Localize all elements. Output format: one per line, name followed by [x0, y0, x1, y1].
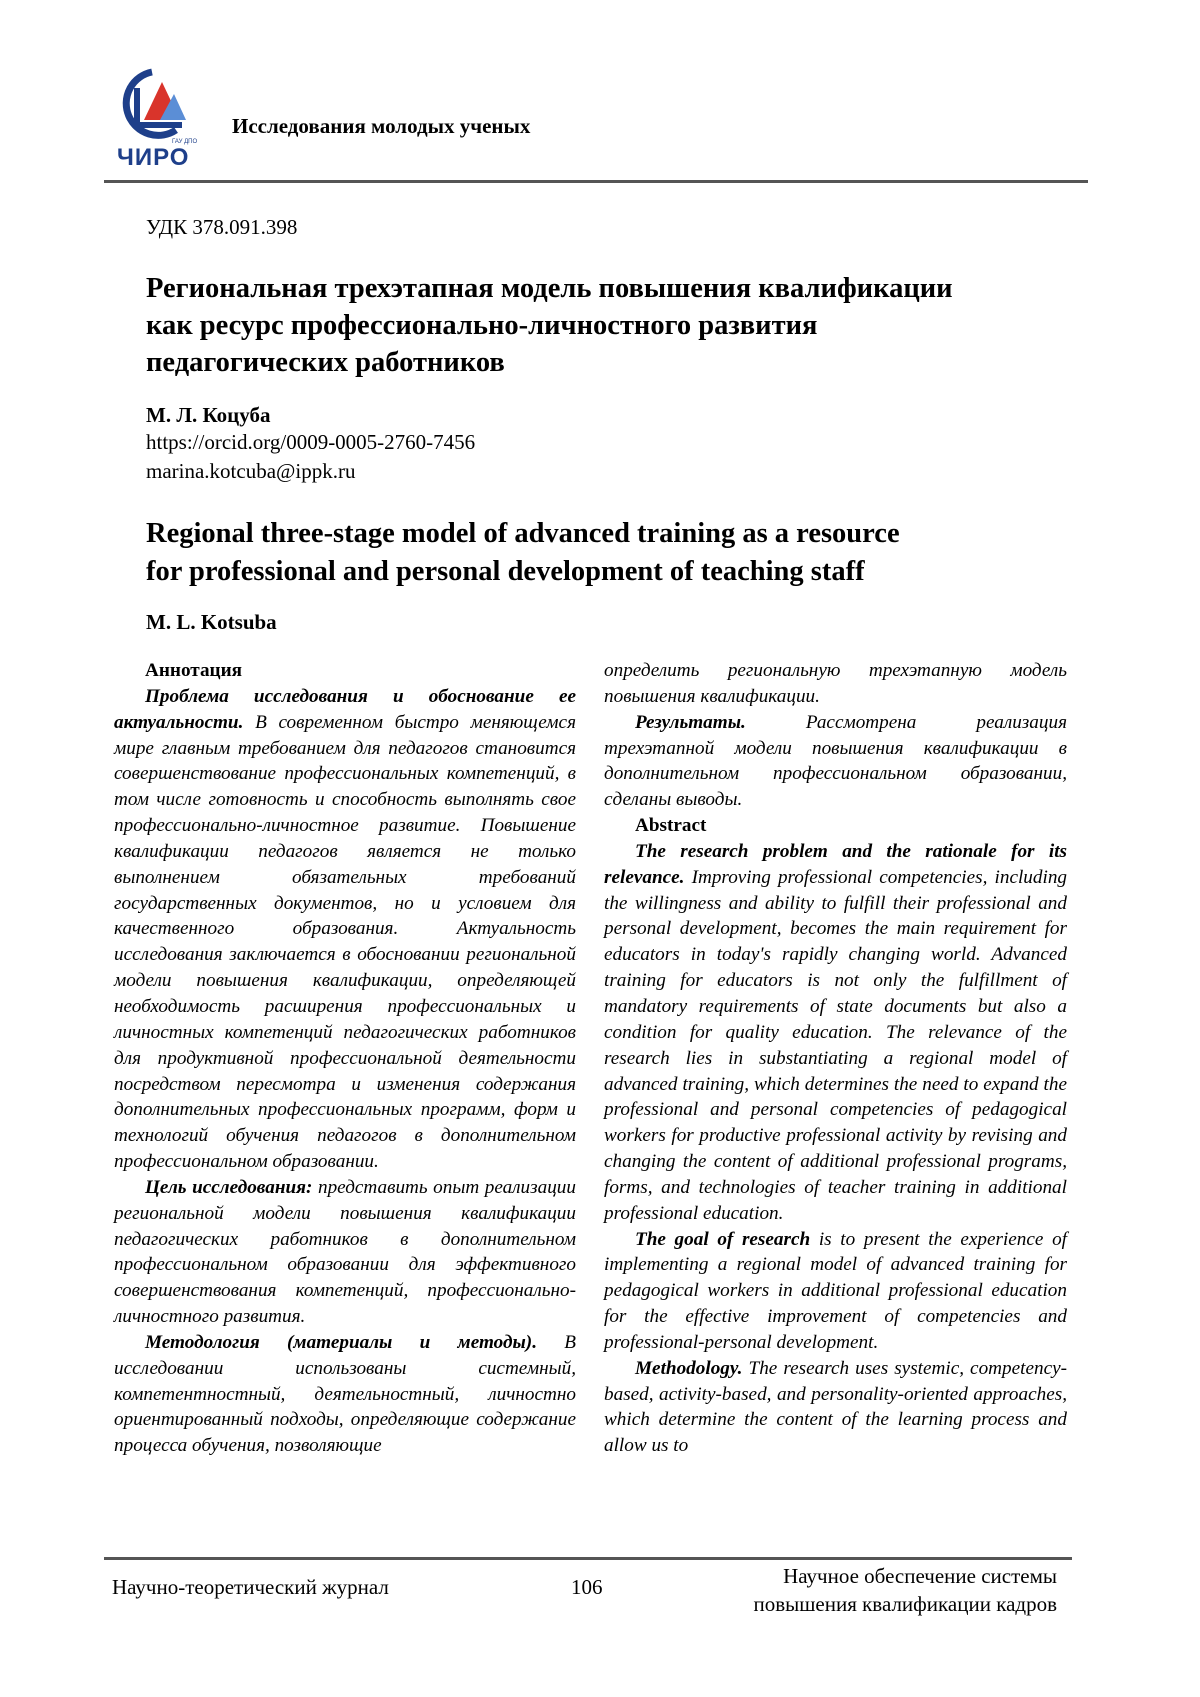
annotation-results-paragraph	[604, 710, 1067, 813]
annotation-goal-paragraph	[114, 1175, 576, 1330]
annotation-problem-paragraph	[114, 684, 576, 1175]
annotation-method-continued: определить региональную трехэтапную модель повышения квалификации.	[604, 658, 1067, 710]
problem-text: В современном быстро меняющемся мире главным требованием для педагогов становится совершенствование профессиональных компетенций, в том числе готовность и способность выполнять свое профессионально-личностное развитие. Повышение квалификации педагогов является не только выполнением обязательных требований государственных документов, но и условием для качественного образования. Актуальность исследования заключается в обосновании региональной модели повышения квалификации, определяющей необходимость расширения профессиональных и личностных компетенций педагогических работников для продуктивной профессиональной деятельности посредством пересмотра и изменения содержания дополнительных профессиональных программ, форм и технологий обучения педагогов в дополнительном профессиональном образовании.	[114, 712, 576, 1172]
abstract-heading: Abstract	[604, 813, 1067, 839]
article-title-ru	[146, 270, 1066, 381]
method-text: В исследовании использованы системный, компетентностный, деятельностный, личностно ориентированный подходы, определяющие содержание процесса обучения, позволяющие	[114, 1332, 576, 1456]
author-name-en: M. L. Kotsuba	[146, 610, 277, 635]
page-number: 106	[571, 1575, 603, 1600]
method-label-en: Methodology.	[635, 1358, 742, 1379]
method-label: Методология (материалы и методы).	[145, 1332, 537, 1353]
journal-name-line: повышения квалификации кадров	[753, 1592, 1057, 1616]
footer-journal-type: Научно-теоретический журнал	[112, 1575, 389, 1600]
method-text-en: The research uses systemic, competency-based, activity-based, and personality-oriented approaches, which determine the content of the learning process and allow us to	[604, 1358, 1067, 1457]
goal-label-en: The goal of research	[635, 1229, 810, 1250]
title-en-line: for professional and personal development of teaching staff	[146, 556, 865, 587]
udk-code: УДК 378.091.398	[146, 215, 297, 240]
goal-label: Цель исследования:	[145, 1177, 312, 1198]
annotation-ru-column	[114, 658, 576, 1459]
annotation-heading: Аннотация	[114, 658, 576, 684]
abstract-problem-paragraph	[604, 839, 1067, 1227]
author-email-link[interactable]: marina.kotcuba@ippk.ru	[146, 459, 355, 484]
article-title-en	[146, 515, 1066, 591]
footer-divider	[104, 1557, 1072, 1560]
title-en-line: Regional three-stage model of advanced training as a resource	[146, 518, 900, 549]
header-divider	[104, 180, 1088, 183]
goal-text-en: is to present the experience of implementing a regional model of advanced training for pedagogical workers in additional professional education for the effective improvement of competencies and professional-personal development.	[604, 1229, 1067, 1353]
logo-subtext: ГАУ ДПО	[172, 139, 197, 145]
abstract-goal-paragraph	[604, 1227, 1067, 1356]
results-label: Результаты.	[635, 712, 746, 733]
goal-text: представить опыт реализации региональной модели повышения квалификации педагогических работников в дополнительном профессиональном образовании для эффективного совершенствования компетенций, профессионально-личностного развития.	[114, 1177, 576, 1327]
abstract-method-paragraph	[604, 1356, 1067, 1459]
journal-section-title: Исследования молодых ученых	[232, 114, 530, 139]
author-name-ru: М. Л. Коцуба	[146, 403, 270, 428]
problem-label-en: The research problem and the rationale for its relevance.	[604, 841, 1067, 888]
annotation-method-paragraph	[114, 1330, 576, 1459]
footer-journal-name	[753, 1562, 1057, 1618]
title-ru-line: Региональная трехэтапная модель повышения квалификации	[146, 273, 953, 304]
author-orcid-link[interactable]: https://orcid.org/0009-0005-2760-7456	[146, 430, 475, 455]
journal-name-line: Научное обеспечение системы	[783, 1564, 1057, 1588]
abstract-en-column	[604, 658, 1067, 1459]
problem-text-en: Improving professional competencies, including the willingness and ability to fulfill their professional and personal development, becomes the main requirement for educators in today's rapidly changing world. Advanced training for educators is not only the fulfillment of mandatory requirements of state documents but also a condition for quality education. The relevance of the research lies in substantiating a regional model of advanced training, which determines the need to expand the professional and personal competencies of pedagogical workers for productive professional activity by revising and changing the content of additional professional programs, forms, and technologies of teacher training in additional professional education.	[604, 867, 1067, 1224]
logo-text: ЧИРО	[117, 144, 189, 172]
title-ru-line: как ресурс профессионально-личностного развития	[146, 310, 817, 341]
results-text: Рассмотрена реализация трехэтапной модели повышения квалификации в дополнительном профессиональном образовании, сделаны выводы.	[604, 712, 1067, 811]
problem-label: Проблема исследования и обоснование ее актуальности.	[114, 686, 576, 733]
title-ru-line: педагогических работников	[146, 347, 505, 378]
